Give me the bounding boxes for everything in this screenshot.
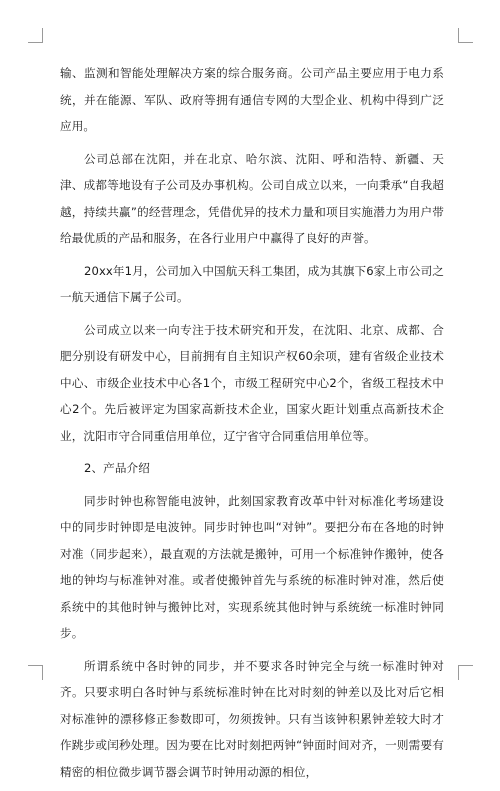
- crop-mark-bottom-left: [28, 665, 43, 680]
- paragraph-company-services: 输、监测和智能处理解决方案的综合服务商。公司产品主要应用于电力系统，并在能源、军队、政府等拥有通信专网的大型企业、机构中得到广泛应用。: [60, 66, 444, 133]
- document-body: [60, 60, 444, 791]
- paragraph-research: 公司成立以来一向专注于技术研究和开发，在沈阳、北京、成都、合肥分别设有研发中心，目前拥有自主知识产权60余项，建有省级企业技术中心、市级企业技术中心各1个，市级工程研究中心2个，省级工程技术中心2个。先后被评定为国家高新技术企业，国家火距计划重点高新技术企业，沈阳市守合同重信用单位，辽宁省守合同重信用单位等。: [60, 322, 444, 443]
- paragraph-group-join: 20xx年1月，公司加入中国航天科工集团，成为其旗下6家上市公司之一航天通信下属子公司。: [60, 263, 444, 304]
- crop-mark-top-right: [458, 28, 473, 43]
- crop-mark-bottom-right: [458, 665, 473, 680]
- paragraph-sync-clock: 同步时钟也称智能电波钟，此刻国家教育改革中针对标准化考场建设中的同步时钟即是电波钟。同步时钟也叫“对钟”。要把分布在各地的时钟对准（同步起来），最直观的方法就是搬钟，可用一个标准钟作搬钟，使各地的钟均与标准钟对准。或者使搬钟首先与系统的标准时钟对准，然后使系统中的其他时钟与搬钟比对，实现系统其他时钟与系统统一标准时钟同步。: [60, 493, 444, 640]
- crop-mark-top-left: [28, 28, 43, 43]
- paragraph-clock-sync-detail: 所谓系统中各时钟的同步，并不要求各时钟完全与统一标准时钟对齐。只要求明白各时钟与系统标准时钟在比对时刻的钟差以及比对后它相对标准钟的漂移修正参数即可，勿须拨钟。只有当该钟积累钟差较大时才作跳步或闰秒处理。因为要在比对时刻把两钟“钟面时间对齐，一则需要有精密的相位微步调节器会调节时钟用动源的相位，: [60, 658, 444, 779]
- paragraph-headquarters: 公司总部在沈阳，并在北京、哈尔滨、沈阳、呼和浩特、新疆、天津、成都等地设有子公司及办事机构。公司自成立以来，一向秉承“自我超越，持续共赢”的经营理念，凭借优异的技术力量和项目实施潜力为用户带给最优质的产品和服务，在各行业用户中赢得了良好的声誉。: [60, 151, 444, 245]
- section-heading-product-intro: 2、产品介绍: [84, 461, 150, 475]
